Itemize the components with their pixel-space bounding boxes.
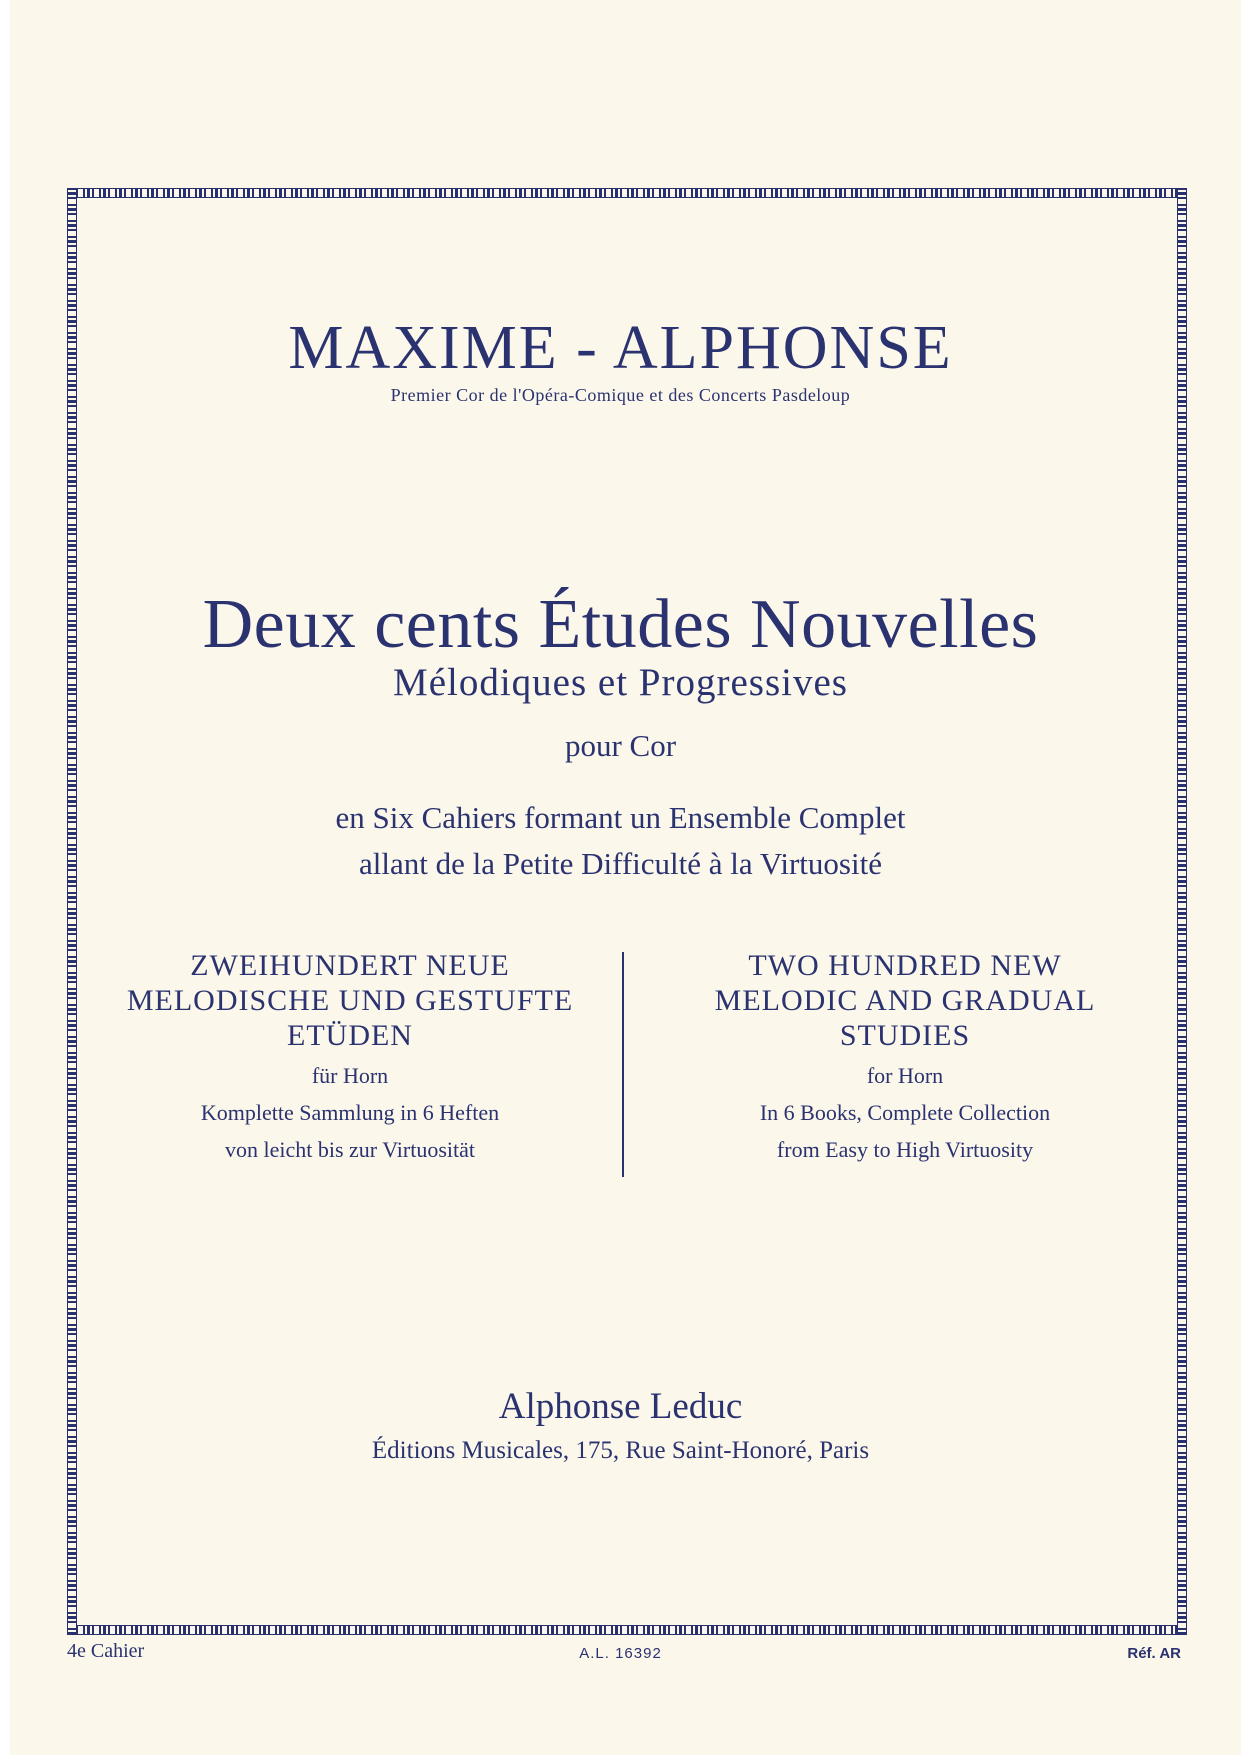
reference-code: Réf. AR [1127, 1645, 1181, 1662]
german-column [105, 948, 595, 1168]
english-collection: In 6 Books, Complete Collection [759, 1100, 1051, 1125]
german-heading-line-1: ZWEIHUNDERT NEUE [190, 949, 510, 982]
description [0, 795, 1241, 887]
border-top [67, 188, 1187, 198]
german-heading-line-2: MELODISCHE UND GESTUFTE [126, 984, 574, 1017]
description-line-1: en Six Cahiers formant un Ensemble Complet [335, 800, 906, 835]
english-heading-line-3: STUDIES [839, 1019, 971, 1052]
publisher-name: Alphonse Leduc [498, 1386, 743, 1427]
english-column [660, 948, 1150, 1168]
volume-label: 4e Cahier [67, 1640, 145, 1662]
german-instrument: für Horn [311, 1063, 389, 1088]
english-heading-line-2: MELODIC AND GRADUAL [714, 984, 1096, 1017]
column-divider [622, 952, 624, 1177]
description-line-2: allant de la Petite Difficulté à la Virtuosité [359, 846, 882, 881]
german-collection: Komplette Sammlung in 6 Heften [200, 1100, 500, 1125]
main-title: Deux cents Études Nouvelles [202, 586, 1039, 663]
german-heading-line-3: ETÜDEN [287, 1019, 413, 1052]
english-range: from Easy to High Virtuosity [776, 1137, 1034, 1162]
author-subtitle: Premier Cor de l'Opéra-Comique et des Concerts Pasdeloup [390, 385, 851, 405]
english-instrument: for Horn [866, 1063, 944, 1088]
author-name: MAXIME - ALPHONSE [288, 314, 953, 382]
border-bottom [67, 1625, 1187, 1635]
catalog-number: A.L. 16392 [579, 1645, 662, 1662]
german-range: von leicht bis zur Virtuosität [224, 1137, 475, 1162]
publisher-address: Éditions Musicales, 175, Rue Saint-Honoré, Paris [371, 1437, 870, 1464]
instrument-line: pour Cor [564, 728, 677, 763]
subtitle: Mélodiques et Progressives [393, 661, 848, 704]
english-heading-line-1: TWO HUNDRED NEW [748, 949, 1062, 982]
